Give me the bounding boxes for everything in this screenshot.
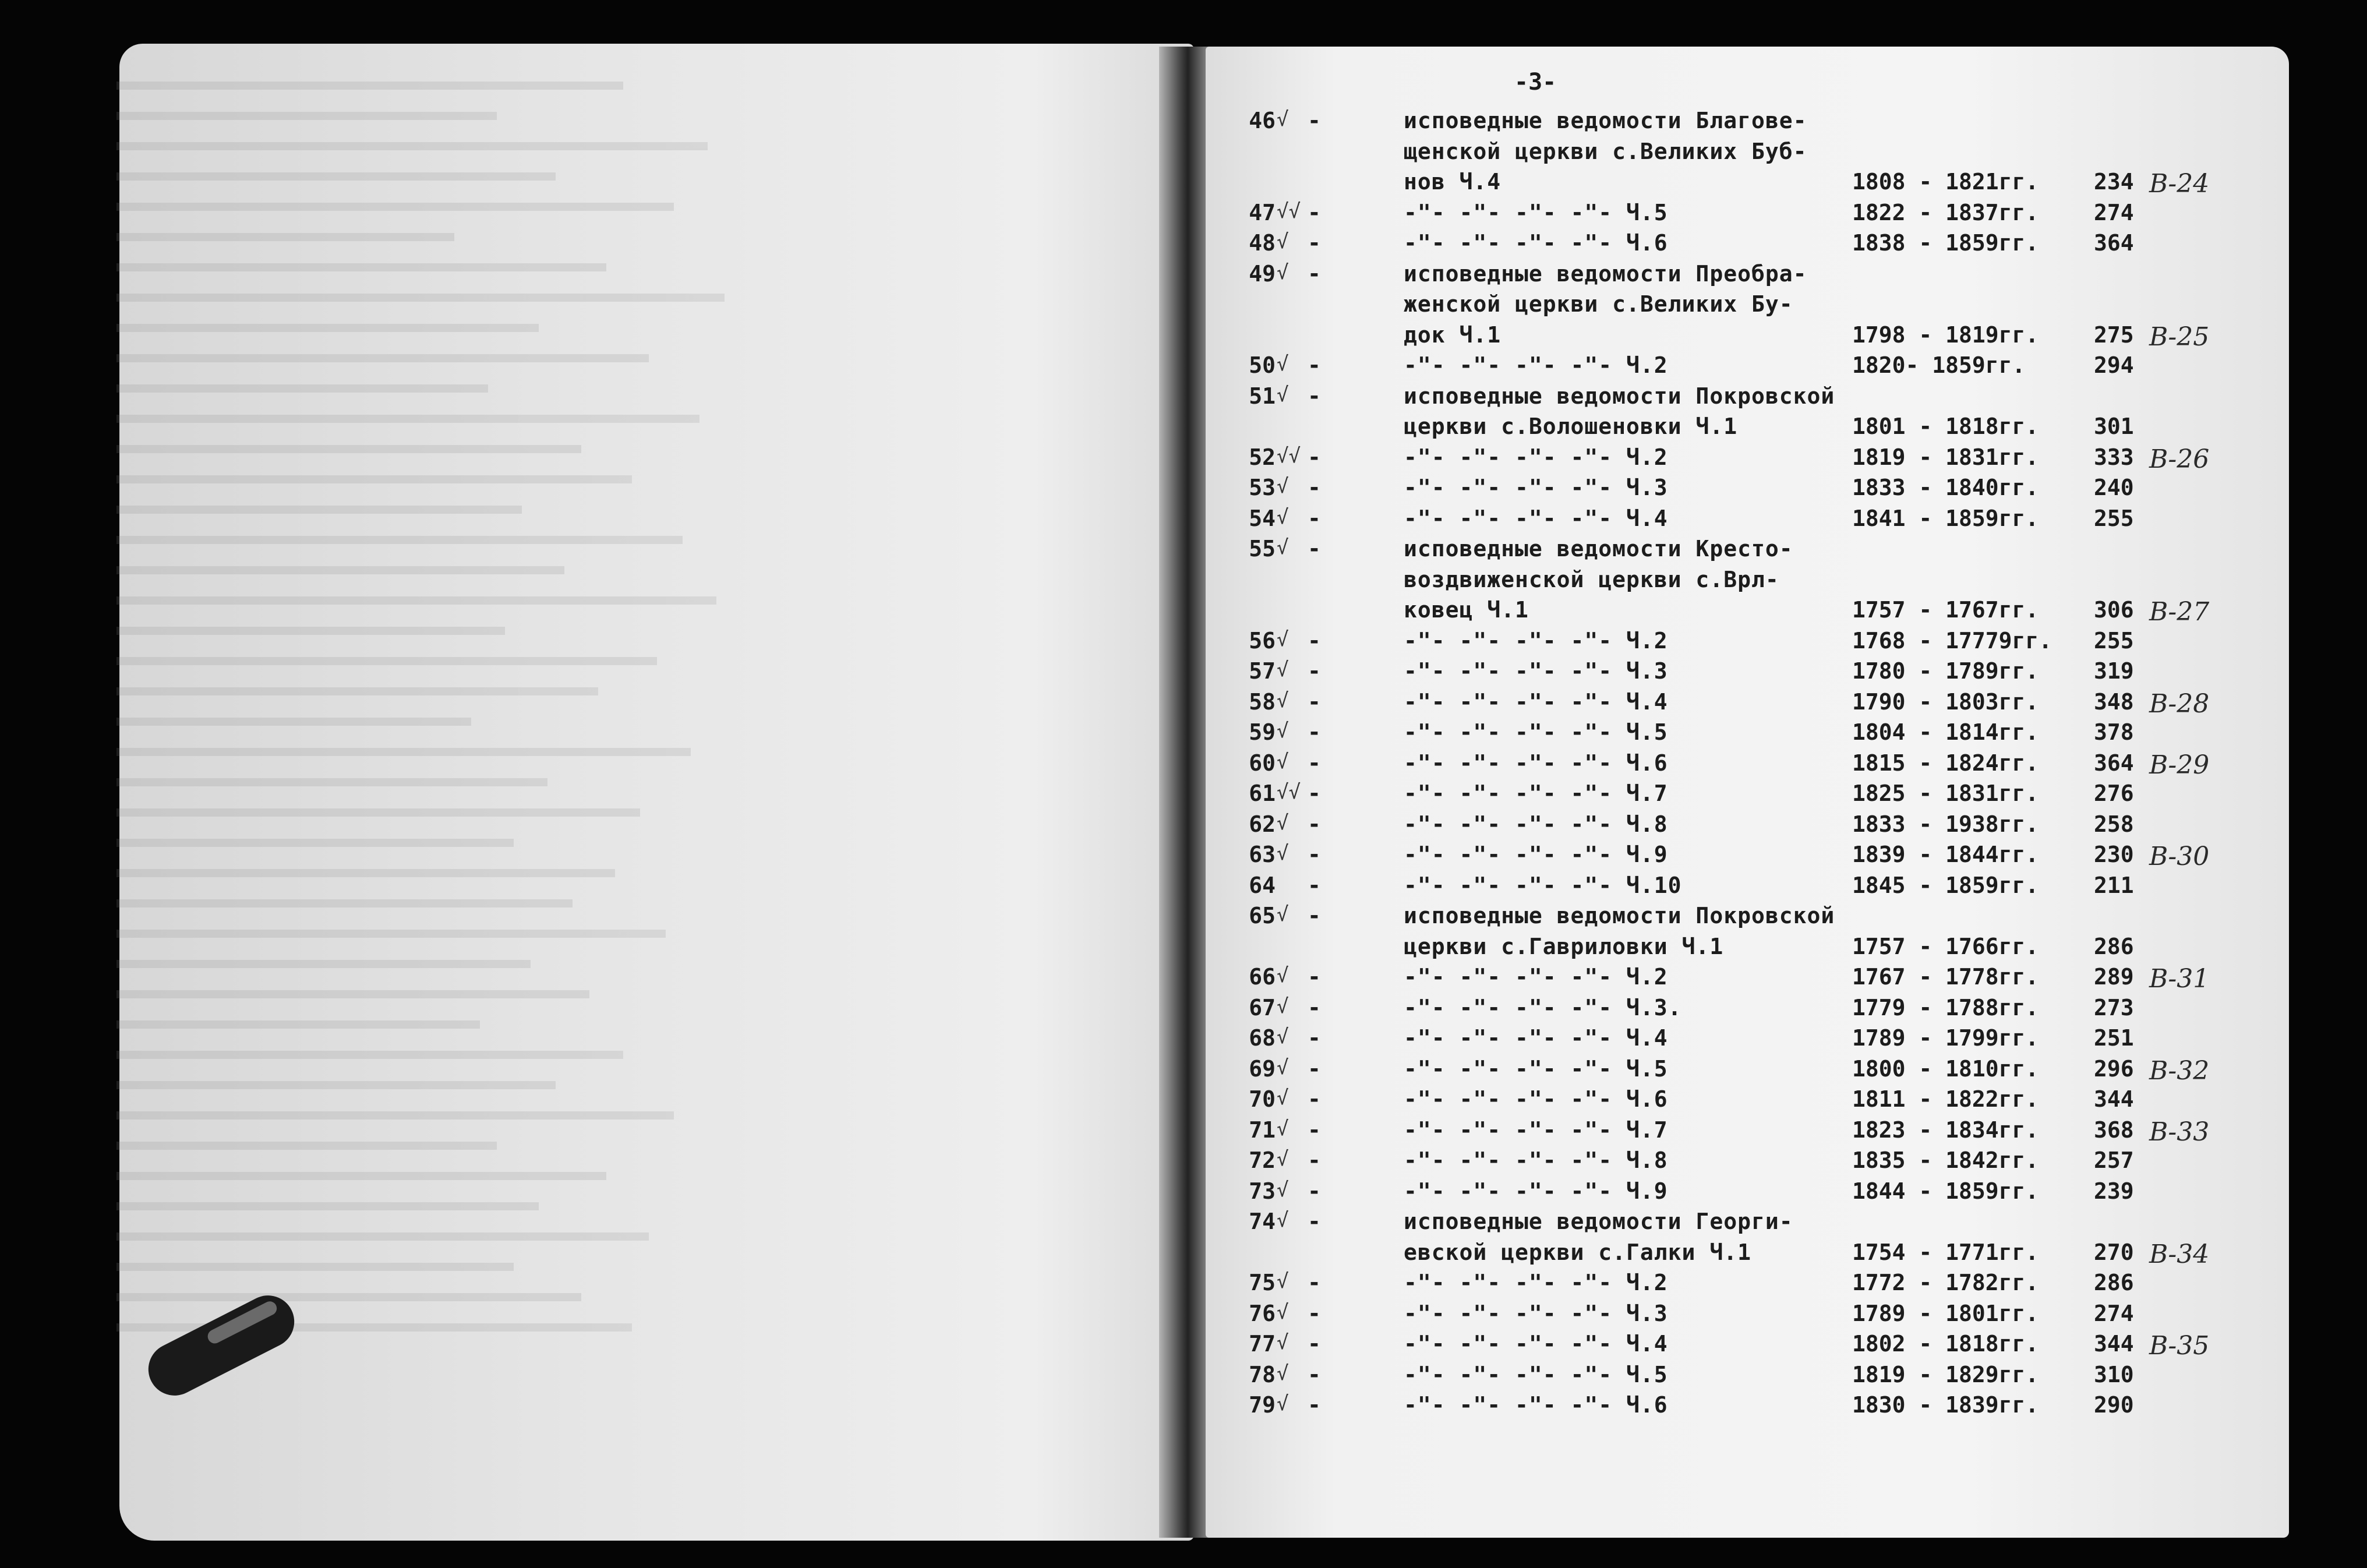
check-mark: √ <box>1277 1025 1289 1048</box>
check-mark: √ <box>1277 627 1289 651</box>
table-row <box>0 903 2367 937</box>
entry-description: -"- -"- -"- -"- Ч.3 <box>1404 1300 1668 1326</box>
entry-description: -"- -"- -"- -"- Ч.5 <box>1404 199 1668 225</box>
entry-description: евской церкви с.Галки Ч.1 <box>1404 1239 1751 1265</box>
entry-years: 1768 - 17779гг. <box>1852 627 2052 654</box>
entry-description: -"- -"- -"- -"- Ч.4 <box>1404 1025 1668 1051</box>
entry-code: В-33 <box>2149 1117 2210 1147</box>
entry-pages: 276 <box>2094 781 2134 806</box>
table-row <box>0 1056 2367 1090</box>
entry-number: 77 <box>1249 1331 1276 1357</box>
check-mark: √ <box>1277 1209 1289 1232</box>
entry-number: 49 <box>1249 260 1276 287</box>
entry-dash: - <box>1308 1117 1321 1143</box>
entry-pages: 258 <box>2094 811 2134 837</box>
entry-dash: - <box>1308 230 1321 256</box>
check-mark: √ <box>1277 1178 1289 1202</box>
entry-description: церкви с.Гавриловки Ч.1 <box>1404 933 1724 959</box>
check-mark: √ <box>1277 842 1289 865</box>
entry-pages: 289 <box>2094 964 2134 990</box>
entry-number: 53 <box>1249 475 1276 500</box>
entry-dash: - <box>1308 1209 1321 1234</box>
entry-description: -"- -"- -"- -"- Ч.3. <box>1404 994 1682 1020</box>
entry-code: В-26 <box>2149 444 2210 474</box>
entry-number: 68 <box>1249 1025 1276 1051</box>
entry-dash: - <box>1308 1270 1321 1295</box>
check-mark: √ <box>1277 230 1289 253</box>
entry-dash: - <box>1308 199 1321 225</box>
entry-years: 1825 - 1831гг. <box>1852 781 2039 806</box>
table-row <box>0 1147 2367 1181</box>
table-row <box>0 169 2367 203</box>
entry-description: -"- -"- -"- -"- Ч.8 <box>1404 1147 1668 1173</box>
entry-number: 61 <box>1249 781 1276 806</box>
entry-description: исповедные ведомости Покровской <box>1404 383 1835 409</box>
table-row <box>0 1331 2367 1365</box>
entry-dash: - <box>1308 964 1321 990</box>
entry-description: исповедные ведомости Преобра- <box>1404 260 1807 287</box>
entry-pages: 230 <box>2094 842 2134 867</box>
page-number: -3- <box>1514 69 1557 96</box>
table-row <box>0 750 2367 784</box>
entry-dash: - <box>1308 627 1321 654</box>
entry-years: 1802 - 1818гг. <box>1852 1331 2039 1357</box>
entry-dash: - <box>1308 719 1321 745</box>
entry-description: -"- -"- -"- -"- Ч.5 <box>1404 1055 1668 1082</box>
entry-dash: - <box>1308 444 1321 470</box>
table-row <box>0 108 2367 142</box>
entry-years: 1780 - 1789гг. <box>1852 658 2039 684</box>
table-row <box>0 200 2367 234</box>
entry-description: -"- -"- -"- -"- Ч.7 <box>1404 781 1668 806</box>
entry-description: исповедные ведомости Кресто- <box>1404 536 1793 561</box>
entry-years: 1819 - 1829гг. <box>1852 1361 2039 1387</box>
entry-description: -"- -"- -"- -"- Ч.5 <box>1404 1361 1668 1387</box>
entry-years: 1798 - 1819гг. <box>1852 322 2039 348</box>
entry-number: 64 <box>1249 872 1276 898</box>
entry-years: 1779 - 1788гг. <box>1852 994 2039 1020</box>
entry-years: 1767 - 1778гг. <box>1852 964 2039 990</box>
entry-pages: 368 <box>2094 1117 2134 1143</box>
check-mark: √√ <box>1277 444 1301 468</box>
table-row <box>0 628 2367 662</box>
entry-code: В-35 <box>2149 1331 2210 1361</box>
table-row <box>0 352 2367 386</box>
entry-description: -"- -"- -"- -"- Ч.2 <box>1404 1270 1668 1295</box>
entry-years: 1819 - 1831гг. <box>1852 444 2039 470</box>
entry-pages: 301 <box>2094 414 2134 439</box>
check-mark: √ <box>1277 1055 1289 1079</box>
entry-years: 1808 - 1821гг. <box>1852 169 2039 195</box>
entry-description: -"- -"- -"- -"- Ч.2 <box>1404 627 1668 654</box>
entry-dash: - <box>1308 750 1321 776</box>
entry-dash: - <box>1308 1147 1321 1173</box>
table-row <box>0 475 2367 508</box>
entry-pages: 290 <box>2094 1392 2134 1418</box>
table-row <box>0 658 2367 692</box>
entry-dash: - <box>1308 903 1321 928</box>
check-mark: √ <box>1277 811 1289 835</box>
entry-number: 52 <box>1249 444 1276 470</box>
entry-dash: - <box>1308 1392 1321 1418</box>
entry-number: 65 <box>1249 903 1276 928</box>
entry-pages: 348 <box>2094 688 2134 715</box>
table-row <box>0 597 2367 631</box>
entry-years: 1845 - 1859гг. <box>1852 872 2039 898</box>
table-row <box>0 1392 2367 1426</box>
entry-number: 79 <box>1249 1392 1276 1418</box>
entry-description: -"- -"- -"- -"- Ч.6 <box>1404 1392 1668 1418</box>
entry-years: 1833 - 1938гг. <box>1852 811 2039 837</box>
entry-dash: - <box>1308 1055 1321 1082</box>
table-row <box>0 964 2367 998</box>
table-row <box>0 291 2367 325</box>
table-row <box>0 811 2367 845</box>
entry-pages: 257 <box>2094 1147 2134 1173</box>
entry-description: -"- -"- -"- -"- Ч.2 <box>1404 352 1668 378</box>
entry-number: 51 <box>1249 383 1276 409</box>
entry-number: 59 <box>1249 719 1276 745</box>
table-row <box>0 383 2367 417</box>
entry-dash: - <box>1308 1300 1321 1326</box>
table-row <box>0 842 2367 875</box>
entry-code: В-29 <box>2149 750 2210 780</box>
entry-number: 72 <box>1249 1147 1276 1173</box>
entry-code: В-34 <box>2149 1239 2210 1269</box>
check-mark: √ <box>1277 1331 1289 1354</box>
entry-number: 60 <box>1249 750 1276 776</box>
entry-number: 50 <box>1249 352 1276 378</box>
entry-years: 1757 - 1766гг. <box>1852 933 2039 959</box>
entry-years: 1835 - 1842гг. <box>1852 1147 2039 1173</box>
entry-number: 46 <box>1249 108 1276 133</box>
entry-code: В-31 <box>2149 964 2210 994</box>
check-mark: √ <box>1277 964 1289 987</box>
entry-description: -"- -"- -"- -"- Ч.3 <box>1404 658 1668 684</box>
entry-pages: 274 <box>2094 1300 2134 1326</box>
check-mark: √ <box>1277 475 1289 498</box>
entry-years: 1790 - 1803гг. <box>1852 688 2039 715</box>
entry-dash: - <box>1308 1178 1321 1204</box>
check-mark: √ <box>1277 352 1289 376</box>
check-mark: √ <box>1277 658 1289 681</box>
entry-number: 75 <box>1249 1270 1276 1295</box>
entry-code: В-25 <box>2149 322 2210 352</box>
table-row <box>0 1025 2367 1059</box>
entry-dash: - <box>1308 658 1321 684</box>
entry-dash: - <box>1308 260 1321 287</box>
table-row <box>0 1117 2367 1151</box>
table-row <box>0 873 2367 906</box>
entry-years: 1841 - 1859гг. <box>1852 505 2039 531</box>
entry-pages: 364 <box>2094 230 2134 256</box>
entry-description: щенской церкви с.Великих Буб- <box>1404 138 1807 164</box>
entry-number: 78 <box>1249 1361 1276 1387</box>
entry-description: -"- -"- -"- -"- Ч.10 <box>1404 872 1682 898</box>
entry-dash: - <box>1308 536 1321 561</box>
entry-years: 1754 - 1771гг. <box>1852 1239 2039 1265</box>
entry-years: 1815 - 1824гг. <box>1852 750 2039 776</box>
table-row <box>0 781 2367 814</box>
table-row <box>0 230 2367 264</box>
entry-description: -"- -"- -"- -"- Ч.2 <box>1404 964 1668 990</box>
entry-years: 1804 - 1814гг. <box>1852 719 2039 745</box>
entry-description: церкви с.Волошеновки Ч.1 <box>1404 414 1738 439</box>
entry-description: -"- -"- -"- -"- Ч.6 <box>1404 1086 1668 1112</box>
entry-pages: 294 <box>2094 352 2134 378</box>
table-row <box>0 322 2367 356</box>
entry-dash: - <box>1308 108 1321 133</box>
table-row <box>0 1086 2367 1120</box>
check-mark: √√ <box>1277 781 1301 804</box>
entry-pages: 296 <box>2094 1055 2134 1082</box>
entry-number: 54 <box>1249 505 1276 531</box>
entry-description: исповедные ведомости Покровской <box>1404 903 1835 928</box>
entry-description: -"- -"- -"- -"- Ч.6 <box>1404 750 1668 776</box>
entry-number: 48 <box>1249 230 1276 256</box>
entry-pages: 211 <box>2094 872 2134 898</box>
entry-dash: - <box>1308 505 1321 531</box>
check-mark: √ <box>1277 383 1289 407</box>
table-row <box>0 1301 2367 1334</box>
check-mark: √ <box>1277 108 1289 131</box>
entry-dash: - <box>1308 781 1321 806</box>
check-mark: √ <box>1277 719 1289 743</box>
entry-pages: 286 <box>2094 1270 2134 1295</box>
table-row <box>0 689 2367 723</box>
entry-dash: - <box>1308 1086 1321 1112</box>
check-mark: √ <box>1277 536 1289 559</box>
entry-description: -"- -"- -"- -"- Ч.6 <box>1404 230 1668 256</box>
check-mark: √ <box>1277 1117 1289 1140</box>
table-row <box>0 719 2367 753</box>
entry-dash: - <box>1308 1025 1321 1051</box>
entry-pages: 344 <box>2094 1086 2134 1112</box>
check-mark: √ <box>1277 1147 1289 1171</box>
entry-pages: 240 <box>2094 475 2134 500</box>
entry-years: 1757 - 1767гг. <box>1852 597 2039 623</box>
entry-description: исповедные ведомости Георги- <box>1404 1209 1793 1234</box>
table-row <box>0 1239 2367 1273</box>
entry-pages: 274 <box>2094 199 2134 225</box>
entry-dash: - <box>1308 475 1321 500</box>
check-mark: √ <box>1277 1361 1289 1385</box>
entry-description: ковец Ч.1 <box>1404 597 1529 623</box>
table-row <box>0 1209 2367 1242</box>
entry-dash: - <box>1308 811 1321 837</box>
entry-description: -"- -"- -"- -"- Ч.9 <box>1404 842 1668 867</box>
entry-pages: 273 <box>2094 994 2134 1020</box>
entry-description: исповедные ведомости Благове- <box>1404 108 1807 133</box>
check-mark: √ <box>1277 1300 1289 1324</box>
check-mark: √ <box>1277 1086 1289 1110</box>
table-row <box>0 934 2367 967</box>
entry-years: 1820- 1859гг. <box>1852 352 2026 378</box>
entry-code: В-28 <box>2149 688 2210 719</box>
entry-years: 1830 - 1839гг. <box>1852 1392 2039 1418</box>
entry-dash: - <box>1308 352 1321 378</box>
table-row <box>0 139 2367 172</box>
entry-years: 1801 - 1818гг. <box>1852 414 2039 439</box>
entry-years: 1800 - 1810гг. <box>1852 1055 2039 1082</box>
entry-dash: - <box>1308 872 1321 898</box>
table-row <box>0 567 2367 601</box>
check-mark: √ <box>1277 750 1289 774</box>
entry-number: 71 <box>1249 1117 1276 1143</box>
entry-pages: 255 <box>2094 505 2134 531</box>
entry-pages: 319 <box>2094 658 2134 684</box>
entry-years: 1822 - 1837гг. <box>1852 199 2039 225</box>
table-row <box>0 506 2367 539</box>
check-mark: √ <box>1277 1392 1289 1415</box>
check-mark: √ <box>1277 1270 1289 1293</box>
entry-dash: - <box>1308 688 1321 715</box>
check-mark: √ <box>1277 903 1289 926</box>
check-mark: √ <box>1277 994 1289 1018</box>
entry-number: 76 <box>1249 1300 1276 1326</box>
entry-pages: 310 <box>2094 1361 2134 1387</box>
entry-pages: 239 <box>2094 1178 2134 1204</box>
table-row <box>0 1362 2367 1396</box>
entry-number: 57 <box>1249 658 1276 684</box>
entry-code: В-24 <box>2149 169 2210 199</box>
entry-number: 63 <box>1249 842 1276 867</box>
entry-description: -"- -"- -"- -"- Ч.2 <box>1404 444 1668 470</box>
entry-years: 1789 - 1799гг. <box>1852 1025 2039 1051</box>
table-row <box>0 444 2367 478</box>
entry-pages: 270 <box>2094 1239 2134 1265</box>
check-mark: √ <box>1277 505 1289 529</box>
entry-dash: - <box>1308 1331 1321 1357</box>
entry-pages: 255 <box>2094 627 2134 654</box>
table-row <box>0 414 2367 447</box>
table-row <box>0 1270 2367 1304</box>
entry-pages: 306 <box>2094 597 2134 623</box>
entry-description: -"- -"- -"- -"- Ч.4 <box>1404 688 1668 715</box>
entry-number: 58 <box>1249 688 1276 715</box>
entry-number: 70 <box>1249 1086 1276 1112</box>
check-mark: √ <box>1277 260 1289 284</box>
entry-pages: 234 <box>2094 169 2134 195</box>
entry-description: -"- -"- -"- -"- Ч.3 <box>1404 475 1668 500</box>
entry-description: -"- -"- -"- -"- Ч.4 <box>1404 1331 1668 1357</box>
entry-pages: 286 <box>2094 933 2134 959</box>
entry-code: В-30 <box>2149 842 2210 871</box>
entry-years: 1844 - 1859гг. <box>1852 1178 2039 1204</box>
entry-description: -"- -"- -"- -"- Ч.8 <box>1404 811 1668 837</box>
entry-dash: - <box>1308 994 1321 1020</box>
entry-number: 73 <box>1249 1178 1276 1204</box>
entry-number: 66 <box>1249 964 1276 990</box>
entry-years: 1833 - 1840гг. <box>1852 475 2039 500</box>
entry-number: 55 <box>1249 536 1276 561</box>
entry-number: 47 <box>1249 199 1276 225</box>
entry-years: 1811 - 1822гг. <box>1852 1086 2039 1112</box>
entry-pages: 251 <box>2094 1025 2134 1051</box>
entry-description: док Ч.1 <box>1404 322 1502 348</box>
entry-number: 69 <box>1249 1055 1276 1082</box>
entry-number: 62 <box>1249 811 1276 837</box>
entry-years: 1789 - 1801гг. <box>1852 1300 2039 1326</box>
entry-pages: 378 <box>2094 719 2134 745</box>
entry-code: В-27 <box>2149 597 2210 627</box>
entry-description: нов Ч.4 <box>1404 169 1502 195</box>
entry-years: 1823 - 1834гг. <box>1852 1117 2039 1143</box>
table-row <box>0 536 2367 570</box>
entry-pages: 344 <box>2094 1331 2134 1357</box>
entry-description: женской церкви с.Великих Бу- <box>1404 291 1793 317</box>
entry-pages: 364 <box>2094 750 2134 776</box>
entry-description: -"- -"- -"- -"- Ч.5 <box>1404 719 1668 745</box>
entry-years: 1839 - 1844гг. <box>1852 842 2039 867</box>
entry-dash: - <box>1308 383 1321 409</box>
table-row <box>0 261 2367 295</box>
entry-dash: - <box>1308 842 1321 867</box>
entry-number: 56 <box>1249 627 1276 654</box>
entry-dash: - <box>1308 1361 1321 1387</box>
entry-number: 67 <box>1249 994 1276 1020</box>
check-mark: √ <box>1277 688 1289 712</box>
entry-number: 74 <box>1249 1209 1276 1234</box>
entry-description: -"- -"- -"- -"- Ч.4 <box>1404 505 1668 531</box>
check-mark: √√ <box>1277 199 1301 223</box>
entry-description: воздвиженской церкви с.Врл- <box>1404 566 1779 592</box>
entry-pages: 275 <box>2094 322 2134 348</box>
entry-description: -"- -"- -"- -"- Ч.7 <box>1404 1117 1668 1143</box>
entry-pages: 333 <box>2094 444 2134 470</box>
table-row <box>0 1178 2367 1212</box>
table-row <box>0 995 2367 1029</box>
entry-years: 1772 - 1782гг. <box>1852 1270 2039 1295</box>
entry-description: -"- -"- -"- -"- Ч.9 <box>1404 1178 1668 1204</box>
entry-years: 1838 - 1859гг. <box>1852 230 2039 256</box>
entry-code: В-32 <box>2149 1055 2210 1086</box>
